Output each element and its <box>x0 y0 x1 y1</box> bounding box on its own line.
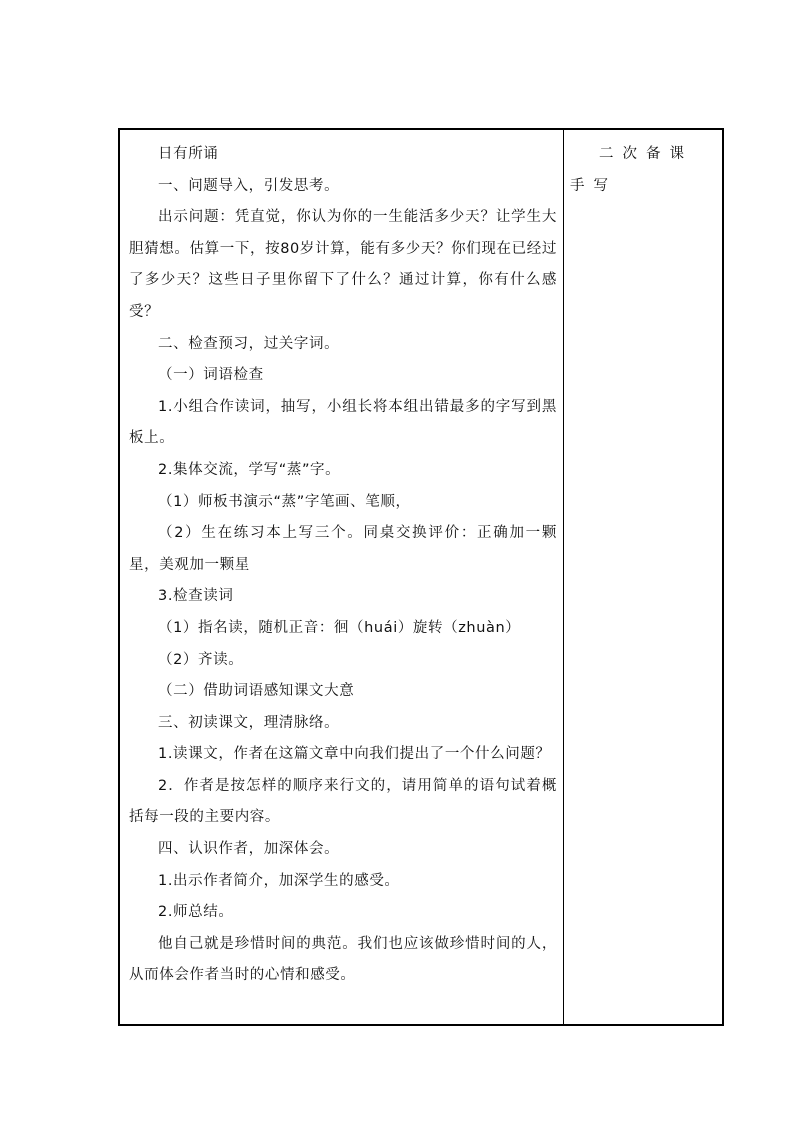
section-title: 日有所诵 <box>158 146 219 162</box>
paragraph: 2．作者是按怎样的顺序来行文的，请用简单的语句试着概括每一段的主要内容。 <box>129 777 557 826</box>
step-heading: 四、认识作者，加深体会。 <box>158 841 340 858</box>
paragraph: （2）齐读。 <box>158 651 244 668</box>
paragraph: （2）生在练习本上写三个。同桌交换评价：正确加一颗星，美观加一颗星 <box>129 525 557 573</box>
step-heading: 三、初读课文，理清脉络。 <box>158 714 340 731</box>
step-heading: 一、问题导入，引发思考。 <box>158 177 340 194</box>
paragraph: 1.读课文，作者在这篇文章中向我们提出了一个什么问题？ <box>158 746 551 763</box>
step-heading: 二、检查预习，过关字词。 <box>158 335 340 352</box>
paragraph: 他自己就是珍惜时间的典范。我们也应该做珍惜时间的人，从而体会作者当时的心情和感受。 <box>129 935 557 984</box>
lesson-plan-table <box>118 128 724 1026</box>
paragraph: 1.出示作者简介，加深学生的感受。 <box>158 872 400 889</box>
paragraph: 1.小组合作读词，抽写，小组长将本组出错最多的字写到黑板上。 <box>129 398 557 447</box>
paragraph: 2.师总结。 <box>158 904 234 921</box>
sub-heading: （二）借助词语感知课文大意 <box>158 683 355 700</box>
paragraph: 3.检查读词 <box>158 588 234 605</box>
secondary-notes-heading: 二次备课手写 <box>570 146 693 194</box>
paragraph: （1）指名读，随机正音：徊（huái）旋转（zhuàn） <box>158 619 521 636</box>
paragraph: （1）师板书演示“蒸”字笔画、笔顺， <box>158 493 411 510</box>
teaching-content-text <box>129 139 557 992</box>
sub-heading: （一）词语检查 <box>158 367 264 384</box>
teaching-content-cell <box>120 130 564 1024</box>
secondary-notes-cell <box>564 130 722 1024</box>
paragraph: 2.集体交流，学写“蒸”字。 <box>158 461 341 478</box>
paragraph: 出示问题：凭直觉，你认为你的一生能活多少天？让学生大胆猜想。估算一下，按80岁计算，能有多少天？你们现在已经过了多少天？这些日子里你留下了什么？通过计算，你有什么感受？ <box>129 209 557 320</box>
